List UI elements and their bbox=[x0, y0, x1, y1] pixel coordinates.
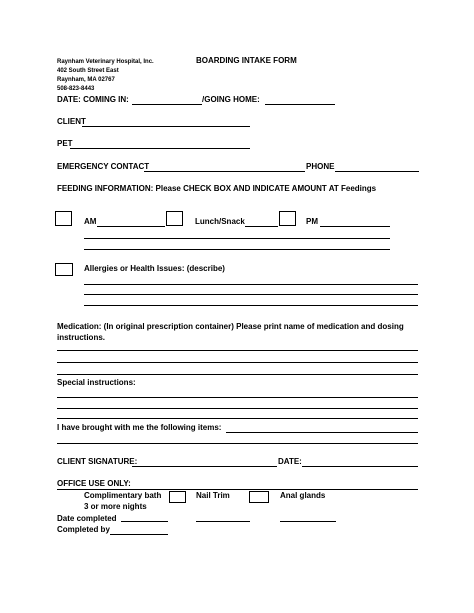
items-brought-field[interactable] bbox=[226, 432, 418, 433]
allergies-line[interactable] bbox=[84, 284, 418, 285]
pet-label: PET bbox=[57, 139, 73, 148]
phone-field[interactable] bbox=[335, 171, 419, 172]
medication-line[interactable] bbox=[57, 350, 418, 351]
completed-by-label: Completed by bbox=[57, 525, 110, 534]
anal-glands-field[interactable] bbox=[280, 521, 336, 522]
date-completed-field[interactable] bbox=[121, 521, 168, 522]
org-address-line1: 402 South Street East bbox=[57, 68, 119, 74]
completed-by-field[interactable] bbox=[110, 534, 168, 535]
pm-amount-field[interactable] bbox=[320, 226, 390, 227]
going-home-field[interactable] bbox=[265, 104, 335, 105]
signature-date-field[interactable] bbox=[302, 466, 418, 467]
lunch-amount-field[interactable] bbox=[245, 226, 278, 227]
medication-line[interactable] bbox=[57, 362, 418, 363]
three-nights-label: 3 or more nights bbox=[84, 502, 147, 511]
date-completed-label: Date completed bbox=[57, 514, 117, 523]
special-instructions-label: Special instructions: bbox=[57, 378, 136, 387]
org-address-line2: Raynham, MA 02767 bbox=[57, 77, 115, 83]
client-signature-field[interactable] bbox=[132, 466, 277, 467]
phone-label: PHONE bbox=[306, 162, 335, 171]
going-home-label: /GOING HOME: bbox=[202, 95, 260, 104]
nail-trim-checkbox[interactable] bbox=[249, 491, 269, 503]
allergies-line[interactable] bbox=[84, 305, 418, 306]
anal-glands-label: Anal glands bbox=[280, 491, 326, 500]
nail-trim-label: Nail Trim bbox=[196, 491, 230, 500]
special-instructions-line[interactable] bbox=[57, 408, 418, 409]
items-brought-line[interactable] bbox=[57, 443, 418, 444]
emergency-contact-field[interactable] bbox=[144, 171, 305, 172]
date-coming-in-label: DATE: COMING IN: bbox=[57, 95, 129, 104]
allergies-line[interactable] bbox=[84, 294, 418, 295]
allergies-label: Allergies or Health Issues: (describe) bbox=[84, 264, 225, 273]
pet-field[interactable] bbox=[70, 148, 250, 149]
pm-checkbox[interactable] bbox=[279, 211, 296, 226]
lunch-label: Lunch/Snack bbox=[195, 217, 245, 226]
lunch-checkbox[interactable] bbox=[166, 211, 183, 226]
date-coming-in-field[interactable] bbox=[132, 104, 202, 105]
client-label: CLIENT bbox=[57, 117, 86, 126]
feeding-line[interactable] bbox=[84, 249, 390, 250]
medication-label-line2: instructions. bbox=[57, 333, 106, 342]
office-use-rule bbox=[57, 489, 418, 490]
allergies-checkbox[interactable] bbox=[55, 263, 73, 276]
emergency-contact-label: EMERGENCY CONTACT bbox=[57, 162, 150, 171]
org-phone: 508-823-8443 bbox=[57, 86, 95, 92]
medication-line[interactable] bbox=[57, 374, 418, 375]
office-use-title: OFFICE USE ONLY: bbox=[57, 479, 131, 488]
feeding-title: FEEDING INFORMATION: Please CHECK BOX AND INDICATE AMOUNT AT Feedings bbox=[57, 184, 377, 193]
org-name: Raynham Veterinary Hospital, Inc. bbox=[57, 59, 154, 65]
pm-label: PM bbox=[306, 217, 318, 226]
form-title: BOARDING INTAKE FORM bbox=[196, 56, 297, 65]
nail-trim-field[interactable] bbox=[196, 521, 250, 522]
complimentary-bath-checkbox[interactable] bbox=[169, 491, 186, 503]
am-label: AM bbox=[84, 217, 97, 226]
am-amount-field[interactable] bbox=[97, 226, 165, 227]
special-instructions-line[interactable] bbox=[57, 397, 418, 398]
complimentary-bath-label: Complimentary bath bbox=[84, 491, 162, 500]
items-brought-label: I have brought with me the following items: bbox=[57, 423, 222, 432]
special-instructions-line[interactable] bbox=[57, 418, 418, 419]
medication-label-line1: Medication: (In original prescription container) Please print name of medication and dosing bbox=[57, 322, 404, 331]
client-field[interactable] bbox=[82, 126, 250, 127]
signature-date-label: DATE: bbox=[278, 457, 302, 466]
am-checkbox[interactable] bbox=[55, 211, 72, 226]
feeding-line[interactable] bbox=[84, 238, 390, 239]
client-signature-label: CLIENT SIGNATURE: bbox=[57, 457, 138, 466]
